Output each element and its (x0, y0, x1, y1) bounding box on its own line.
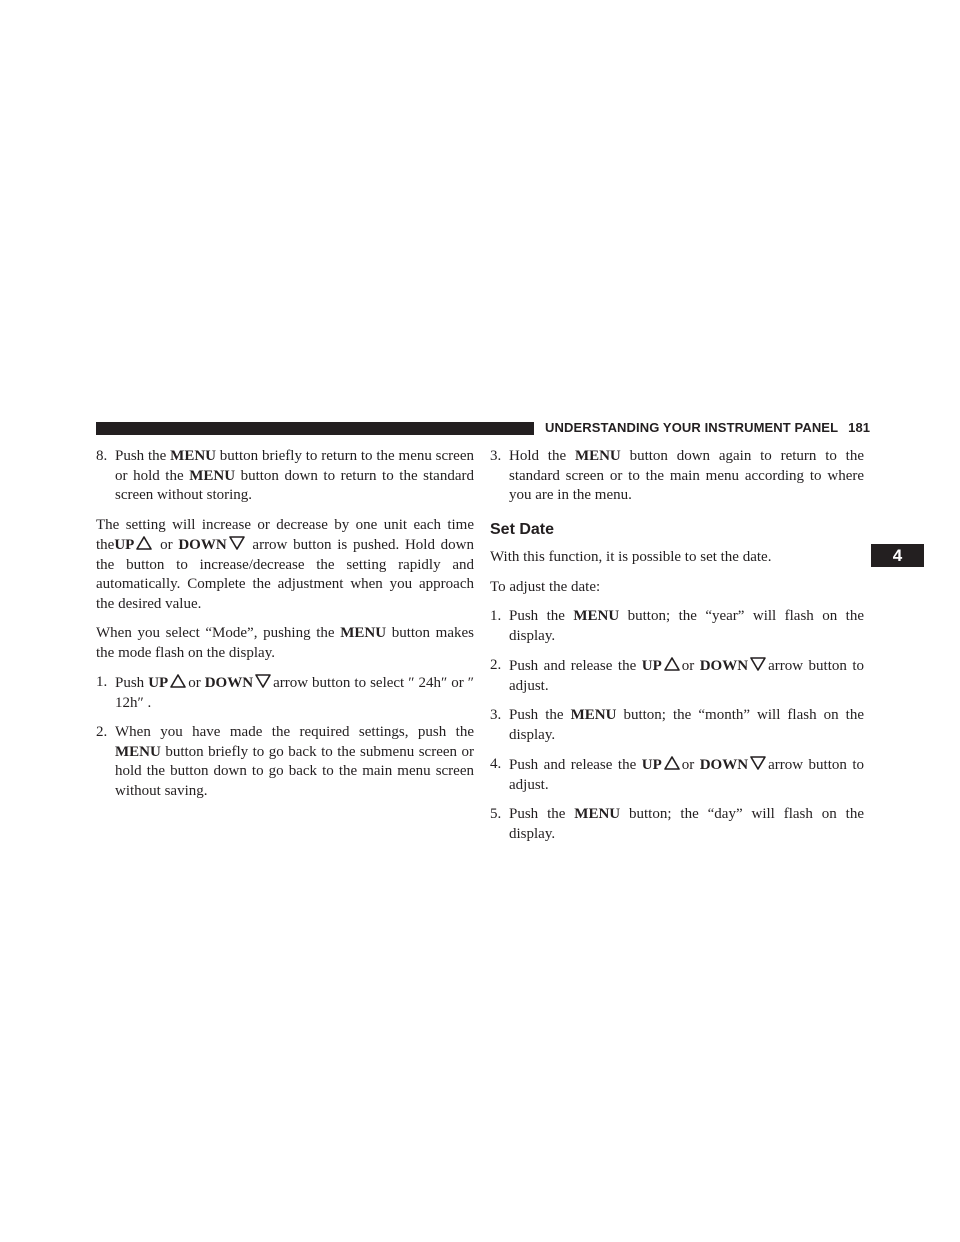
text: arrow button to select ″ 24h″ or ″ 12h″ . (115, 675, 475, 711)
text: button briefly to return to the menu screen or hold the (115, 448, 474, 484)
menu-term: MENU (115, 743, 161, 760)
text: arrow button to adjust. (509, 757, 865, 793)
date-step-3 (490, 706, 864, 745)
right-column (490, 447, 864, 854)
menu-term: MENU (574, 448, 621, 464)
down-term: DOWN (178, 537, 227, 553)
down-term: DOWN (699, 658, 749, 674)
step-number: 4. (490, 756, 502, 772)
up-term: UP (148, 675, 169, 691)
text: button; the “month” will flash on the display. (509, 707, 864, 743)
text: button down to return to the standard screen without storing. (115, 467, 474, 503)
up-arrow-icon (663, 656, 681, 672)
date-step-5 (490, 805, 864, 844)
step-number: 2. (96, 724, 108, 740)
text: or (681, 757, 695, 773)
section-title: UNDERSTANDING YOUR INSTRUMENT PANEL (545, 420, 839, 435)
step-number: 3. (490, 448, 502, 464)
down-term: DOWN (204, 675, 254, 691)
text: button; the “year” will flash on the display. (509, 608, 864, 644)
text: arrow button to adjust. (509, 658, 865, 694)
text: button makes the mode flash on the display. (96, 625, 474, 661)
step-number: 2. (490, 657, 502, 673)
paragraph-function: With this function, it is possible to set the date. (490, 549, 772, 565)
step-number: 3. (490, 707, 502, 723)
page-number: 181 (848, 420, 871, 435)
text: Push the (509, 707, 571, 723)
up-arrow-icon (663, 755, 681, 771)
section-heading: Set Date (490, 520, 555, 538)
menu-term: MENU (573, 608, 620, 624)
paragraph-adjust: To adjust the date: (490, 578, 601, 595)
text: or (681, 658, 695, 674)
step-number: 1. (490, 608, 502, 624)
text: Push (115, 675, 149, 691)
down-term: DOWN (699, 757, 749, 773)
text: Hold the (509, 448, 575, 464)
up-term: UP (641, 658, 662, 674)
header-rule (96, 422, 534, 435)
step-number: 8. (96, 448, 108, 464)
menu-term: MENU (340, 625, 387, 641)
text: When you select “Mode”, pushing the (96, 625, 341, 641)
text: Push the (509, 806, 575, 822)
text: When you have made the required settings, push the (115, 724, 474, 740)
menu-term: MENU (189, 467, 236, 484)
text: Push the (115, 448, 171, 464)
step-1 (96, 673, 474, 713)
paragraph-setting (96, 516, 474, 615)
text: Push and release the (509, 757, 642, 773)
text: or (160, 537, 173, 553)
menu-term: MENU (574, 806, 621, 822)
step-3 (490, 447, 864, 506)
menu-term: MENU (570, 707, 617, 723)
step-number: 1. (96, 674, 108, 690)
text: or (188, 675, 201, 691)
date-step-1 (490, 607, 864, 646)
running-header (545, 420, 870, 435)
text: Push the (509, 608, 574, 624)
chapter-tab: 4 (871, 544, 924, 567)
text: button down again to return to the standard screen or to the main menu according to where you are in the menu. (509, 448, 864, 503)
down-arrow-icon (254, 673, 272, 689)
up-term: UP (641, 757, 662, 773)
up-arrow-icon (135, 535, 153, 551)
text: arrow button is pushed. Hold down the button to increase/decrease the setting rapidly and automatically. Complete the adjustment when you approach the desired value. (96, 537, 475, 612)
down-arrow-icon (749, 755, 767, 771)
date-step-4 (490, 755, 864, 795)
step-number: 5. (490, 806, 502, 822)
up-arrow-icon (169, 673, 187, 689)
step-8 (96, 447, 474, 506)
text: Push and release the (509, 658, 642, 674)
paragraph-mode (96, 624, 474, 663)
down-arrow-icon (749, 656, 767, 672)
date-step-2 (490, 656, 864, 696)
left-column (96, 447, 474, 811)
up-term: UP (114, 537, 135, 553)
menu-term: MENU (170, 448, 216, 464)
down-arrow-icon (228, 535, 246, 551)
text: The setting will increase or decrease by one unit each time the (96, 516, 474, 553)
text: button; the “day” will flash on the display. (509, 806, 864, 842)
step-2 (96, 723, 474, 801)
text: button briefly to go back to the submenu screen or hold the button down to go back to the main menu screen without saving. (115, 743, 474, 799)
